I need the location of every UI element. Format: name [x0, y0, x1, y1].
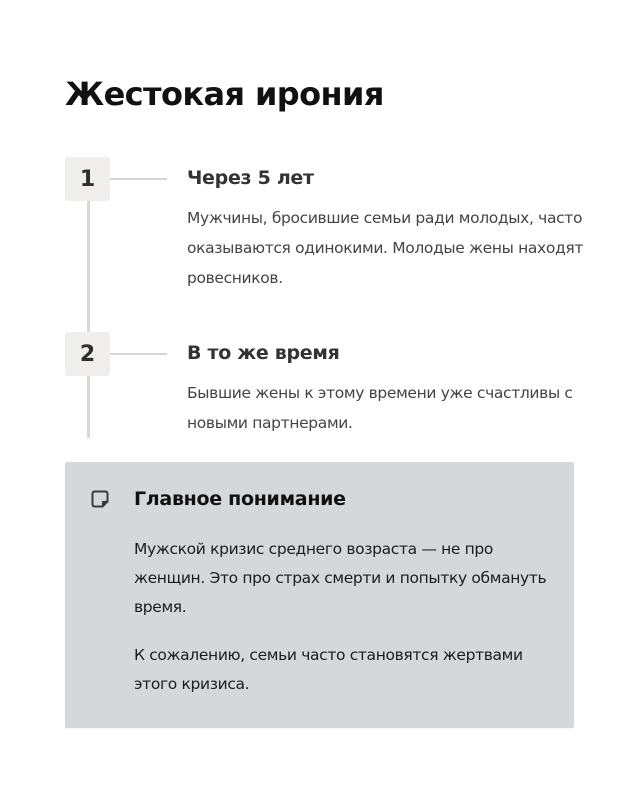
step-connector-line: [110, 178, 167, 180]
callout-paragraph: Мужской кризис среднего возраста — не про женщин. Это про страх смерти и попытку обмануть время.: [134, 540, 547, 616]
callout-paragraph: К сожалению, семьи часто становятся жертвами этого кризиса.: [134, 646, 523, 693]
step-text: Мужчины, бросившие семьи ради молодых, часто оказываются одинокими. Молодые жены находят ровесников.: [187, 209, 584, 287]
step-number-badge: 1: [65, 157, 110, 201]
sticky-note-icon: [90, 489, 110, 509]
timeline-vertical-line: [87, 200, 90, 438]
key-insight-callout: [65, 462, 574, 728]
step-connector-line: [110, 353, 167, 355]
step-number-badge: 2: [65, 332, 110, 376]
callout-title: Главное понимание: [134, 488, 346, 510]
step-text: Бывшие жены к этому времени уже счастливы с новыми партнерами.: [187, 384, 573, 432]
page-title: Жестокая ирония: [65, 75, 384, 113]
step-title: В то же время: [187, 342, 340, 364]
step-title: Через 5 лет: [187, 167, 314, 189]
